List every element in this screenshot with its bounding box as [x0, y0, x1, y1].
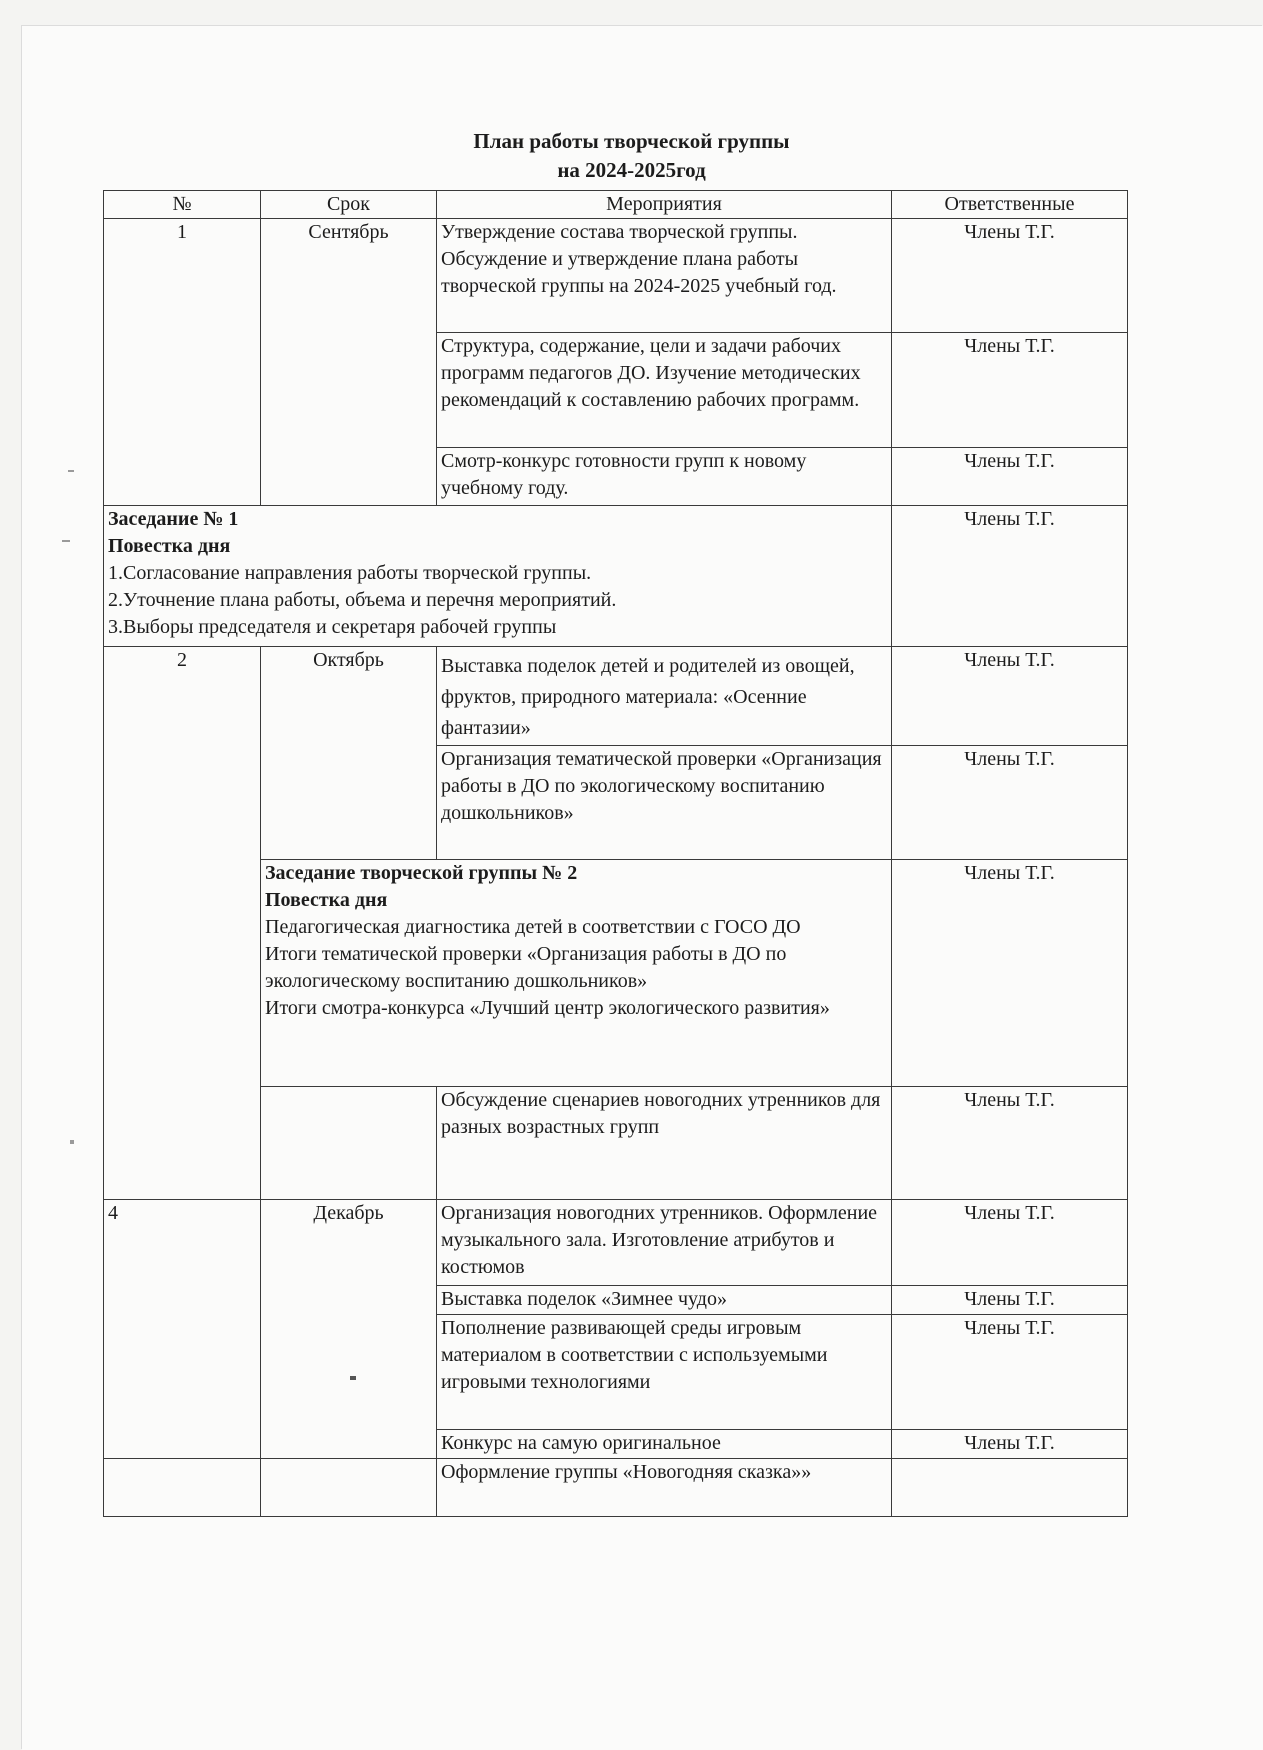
- header-responsible: Ответственные: [892, 191, 1128, 219]
- row-number: 4: [104, 1200, 261, 1459]
- scan-speck: [62, 540, 70, 542]
- responsible-cell: Члены Т.Г.: [892, 1087, 1128, 1200]
- responsible-cell: Члены Т.Г.: [892, 219, 1128, 333]
- agenda-item: Итоги тематической проверки «Организация работы в ДО по экологическому воспитанию дошкольников»: [265, 943, 787, 992]
- responsible-cell: Члены Т.Г.: [892, 1430, 1128, 1459]
- row-number: 1: [104, 219, 261, 506]
- meeting-row: [104, 506, 1128, 647]
- event-text: Смотр-конкурс готовности групп к новому учебному году.: [437, 448, 892, 506]
- empty-cell: [261, 1459, 437, 1517]
- scan-speck: [68, 470, 74, 472]
- responsible-cell: Члены Т.Г.: [892, 1200, 1128, 1286]
- table-row: [104, 1200, 1128, 1286]
- document-title: План работы творческой группы: [473, 129, 790, 153]
- responsible-cell: Члены Т.Г.: [892, 333, 1128, 448]
- scan-speck: [70, 1140, 74, 1144]
- document-subtitle: на 2024-2025год: [557, 158, 706, 182]
- agenda-item: 1.Согласование направления работы творческой группы.: [108, 562, 592, 584]
- plan-table: [103, 190, 1128, 1517]
- event-text: Структура, содержание, цели и задачи рабочих программ педагогов ДО. Изучение методических рекомендаций к составлению рабочих программ.: [437, 333, 892, 448]
- row-number: 2: [104, 647, 261, 1200]
- meeting-cell: [104, 506, 892, 647]
- table-header-row: [104, 191, 1128, 219]
- header-date: Срок: [261, 191, 437, 219]
- event-text: Утверждение состава творческой группы. Обсуждение и утверждение плана работы творческой группы на 2024-2025 учебный год.: [437, 219, 892, 333]
- event-text: Конкурс на самую оригинальное: [437, 1430, 892, 1459]
- meeting-title: Заседание № 1: [108, 508, 239, 530]
- empty-cell: [104, 1459, 261, 1517]
- row-month: Сентябрь: [261, 219, 437, 506]
- event-text: Пополнение развивающей среды игровым материалом в соответствии с используемыми игровыми технологиями: [437, 1315, 892, 1430]
- agenda-item: Педагогическая диагностика детей в соответствии с ГОСО ДО: [265, 916, 801, 938]
- responsible-cell: Члены Т.Г.: [892, 647, 1128, 746]
- responsible-cell: [892, 1459, 1128, 1517]
- event-text: Организация тематической проверки «Организация работы в ДО по экологическому воспитанию дошкольников»: [437, 746, 892, 860]
- event-text: Оформление группы «Новогодняя сказка»»: [437, 1459, 892, 1517]
- event-text: Выставка поделок детей и родителей из овощей, фруктов, природного материала: «Осенние фантазии»: [437, 647, 892, 746]
- meeting-title: Заседание творческой группы № 2: [265, 862, 578, 884]
- empty-cell: [261, 1087, 437, 1200]
- agenda-item: 3.Выборы председателя и секретаря рабочей группы: [108, 616, 557, 638]
- table-row: [104, 1459, 1128, 1517]
- responsible-cell: Члены Т.Г.: [892, 448, 1128, 506]
- table-row: [104, 647, 1128, 746]
- event-text: Обсуждение сценариев новогодних утренников для разных возрастных групп: [437, 1087, 892, 1200]
- agenda-item: 2.Уточнение плана работы, объема и перечня мероприятий.: [108, 589, 617, 611]
- responsible-cell: Члены Т.Г.: [892, 746, 1128, 860]
- event-text: Выставка поделок «Зимнее чудо»: [437, 1286, 892, 1315]
- row-month: Декабрь: [261, 1200, 437, 1459]
- table-row: [104, 219, 1128, 333]
- agenda-label: Повестка дня: [265, 889, 388, 911]
- meeting-cell: [261, 860, 892, 1087]
- agenda-label: Повестка дня: [108, 535, 231, 557]
- event-text: Организация новогодних утренников. Оформление музыкального зала. Изготовление атрибутов и костюмов: [437, 1200, 892, 1286]
- responsible-cell: Члены Т.Г.: [892, 1315, 1128, 1430]
- row-month: Октябрь: [261, 647, 437, 860]
- responsible-cell: Члены Т.Г.: [892, 1286, 1128, 1315]
- responsible-cell: Члены Т.Г.: [892, 860, 1128, 1087]
- responsible-cell: Члены Т.Г.: [892, 506, 1128, 647]
- header-number: №: [104, 191, 261, 219]
- header-events: Мероприятия: [437, 191, 892, 219]
- agenda-item: Итоги смотра-конкурса «Лучший центр экологического развития»: [265, 997, 830, 1019]
